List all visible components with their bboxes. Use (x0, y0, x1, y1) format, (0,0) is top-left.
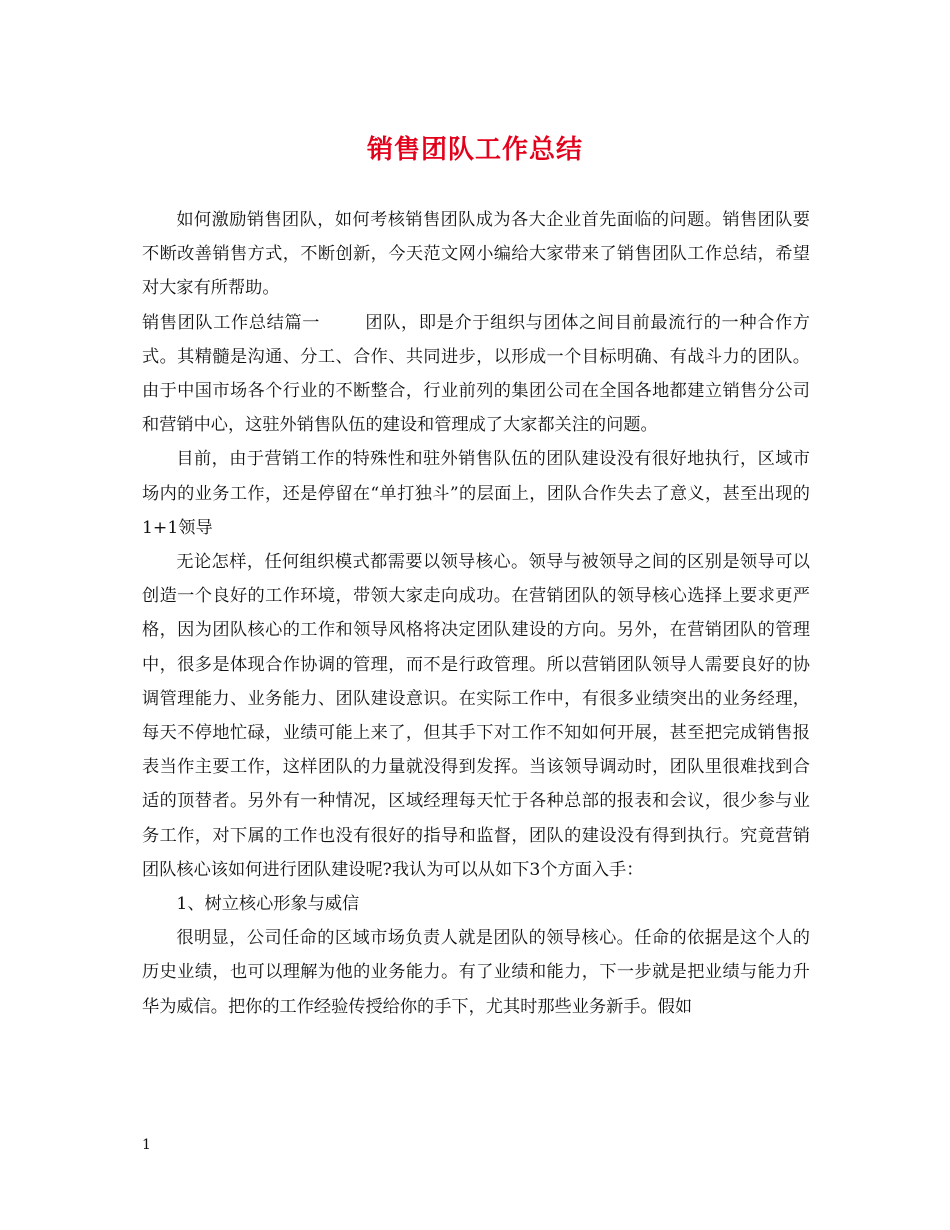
paragraph-section-one (142, 306, 810, 443)
paragraph-6: 很明显，公司任命的区域市场负责人就是团队的领导核心。任命的依据是这个人的历史业绩，也可以理解为他的业务能力。有了业绩和能力，下一步就是把业绩与能力升华为威信。把你的工作经验传授给你的手下，尤其时那些业务新手。假如 (142, 928, 810, 1017)
section-text: 团队，即是介于组织与团体之间目前最流行的一种合作方式。其精髓是沟通、分工、合作、共同进步，以形成一个目标明确、有战斗力的团队。由于中国市场各个行业的不断整合，行业前列的集团公司在全国各地都建立销售分公司和营销中心，这驻外销售队伍的建设和管理成了大家都关注的问题。 (142, 312, 810, 436)
paragraph-3: 目前，由于营销工作的特殊性和驻外销售队伍的团队建设没有很好地执行，区域市场内的业务工作，还是停留在“单打独斗”的层面上，团队合作失去了意义，甚至出现的1+1领导 (142, 449, 810, 538)
document-title: 销售团队工作总结 (366, 135, 583, 165)
paragraph-4: 无论怎样，任何组织模式都需要以领导核心。领导与被领导之间的区别是领导可以创造一个良好的工作环境，带领大家走向成功。在营销团队的领导核心选择上要求更严格，因为团队核心的工作和领导风格将决定团队建设的方向。另外，在营销团队的管理中，很多是体现合作协调的管理，而不是行政管理。所以营销团队领导人需要良好的协调管理能力、业务能力、团队建设意识。在实际工作中，有很多业绩突出的业务经理，每天不停地忙碌，业绩可能上来了，但其手下对工作不知如何开展，甚至把完成销售报表当作主要工作，这样团队的力量就没得到发挥。当该领导调动时，团队里很难找到合适的顶替者。另外有一种情况，区域经理每天忙于各种总部的报表和会议，很少参与业务工作，对下属的工作也没有很好的指导和监督，团队的建设没有得到执行。究竟营销团队核心该如何进行团队建设呢?我认为可以从如下3个方面入手： (142, 552, 810, 880)
document-body (142, 203, 810, 1024)
paragraph-5: 1、树立核心形象与威信 (176, 894, 360, 915)
paragraph-intro: 如何激励销售团队，如何考核销售团队成为各大企业首先面临的问题。销售团队要不断改善销售方式，不断创新，今天范文网小编给大家带来了销售团队工作总结，希望对大家有所帮助。 (142, 210, 810, 299)
section-heading: 销售团队工作总结篇一 (142, 312, 321, 333)
page-number: 1 (142, 1137, 151, 1153)
